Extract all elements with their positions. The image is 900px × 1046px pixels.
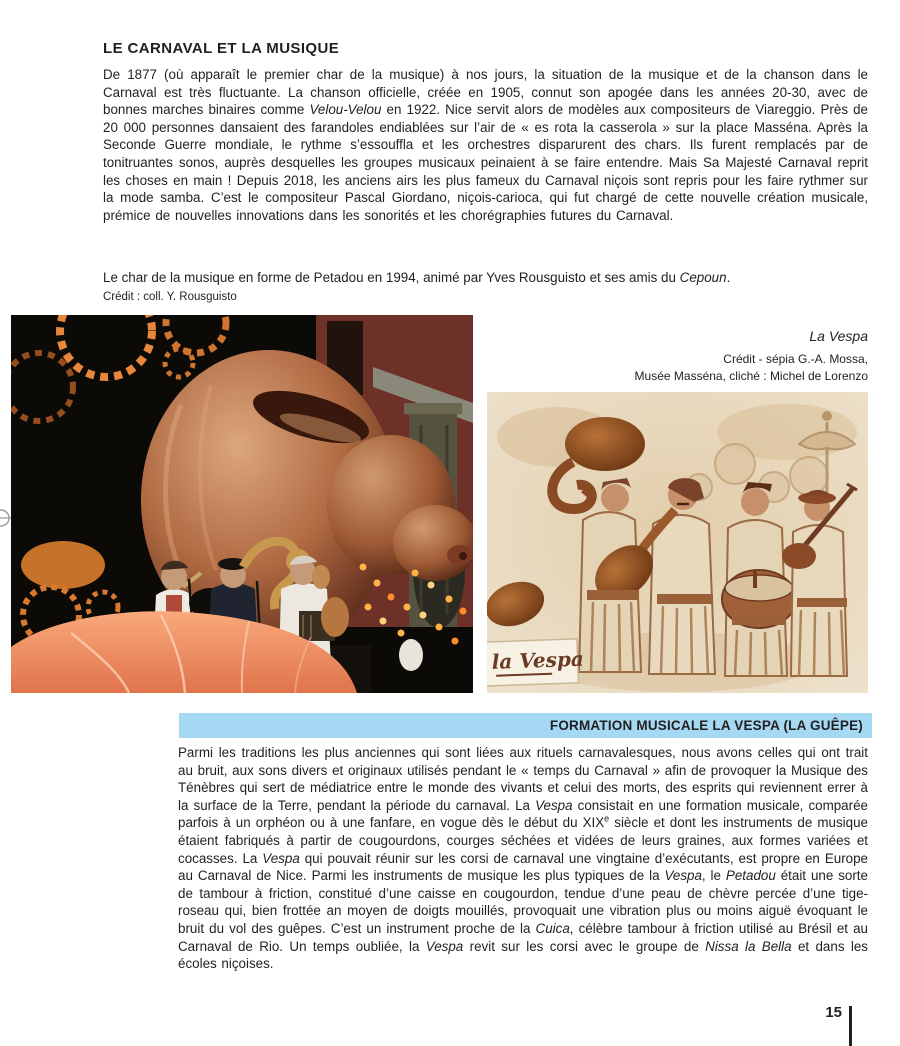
right-photo-title: La Vespa [809,328,868,344]
carnival-float-photo [11,315,473,693]
page-title: LE CARNAVAL ET LA MUSIQUE [103,40,340,57]
section-banner-label: FORMATION MUSICALE LA VESPA (LA GUÊPE) [549,718,863,733]
section-banner [179,713,872,738]
intro-paragraph: De 1877 (où apparaît le premier char de la musique) à nos jours, la situation de la musique et de la chanson dans le Carnaval est très fluctuante. La chanson officielle, créée en 1905, connut son apogée dans les années 20-30, avec de bonnes marches binaires comme Velou-Velou en 1922. Nice servit alors de modèles aux compositeurs de Viareggio. Près de 20 000 personnes dansaient des farandoles endiablées sur l’air de « es rota la casserola » sur la place Masséna. Après la Seconde Guerre mondiale, le rythme s’essouffla et les orchestres disparurent des chars. Ils furent remplacés par de tonitruantes sonos, auprès desquelles les groupes musicaux peinaient à se faire entendre. Mais Sa Majesté Carnaval reprit les choses en main ! Depuis 2018, les anciens airs les plus fameux du Carnaval niçois sont repris pour les faire rythmer sur la mode samba. C’est le compositeur Pascal Giordano, niçois-carioca, qui fut chargé de cette nouvelle création musicale, prémice de nouvelles innovations dans les sonorités et les chorégraphies futures du Carnaval. [103,67,869,223]
vespa-drawing [487,392,868,693]
drawing-label-text: la Vespa [491,646,585,674]
left-photo-credit: Crédit : coll. Y. Rousguisto [103,291,237,303]
page-number: 15 [825,1004,842,1021]
right-photo-caption [635,328,868,385]
page-number-bar [849,1006,852,1046]
left-photo-caption: Le char de la musique en forme de Petadou en 1994, animé par Yves Rousguisto et ses amis du Cepoun. [103,270,731,285]
main-paragraph: Parmi les traditions les plus anciennes qui sont liées aux rituels carnavalesques, nous avons celles qui ont trait au bruit, aux sons divers et originaux utilisés pendant le « temps du Carnaval » afin de provoquer la Musique des Ténèbres qui sert de médiatrice entre le monde des vivants et celui des morts, des esprits qui reviennent errer à la surface de la Terre, pendant la période du carnaval. La Vespa consistait en une formation musicale, comparée parfois à un orphéon ou à une fanfare, en vogue dès le début du XIXe siècle et dont les instruments de musique étaient fabriqués à partir de cougourdons, courges séchées et vidées de leurs graines, aux formes variées et cocasses. La Vespa qui pouvait réunir sur les corsi de carnaval une vingtaine d’exécutants, est propre en Europe au Carnaval de Nice. Parmi les instruments de musique les plus typiques de la Vespa, le Petadou était une sorte de tambour à friction, constitué d’une caisse en cougourdon, tendue d’une peau de chèvre percée d’une tige-roseau qui, bien frottée an moyen de doigts mouillés, provoquait une vibration plus ou moins aiguë évoquant le bruit du vol des guêpes. C’est un instrument proche de la Cuica, célèbre tambour à friction utilisé au Brésil et au Carnaval de Rio. Un temps oubliée, la Vespa revit sur les corsi avec le groupe de Nissa la Bella et dans les écoles niçoises. [178,745,869,972]
right-photo-credit-line2: Musée Masséna, cliché : Michel de Lorenzo [634,369,868,383]
right-photo-credit-line1: Crédit - sépia G.-A. Mossa, [723,352,868,366]
